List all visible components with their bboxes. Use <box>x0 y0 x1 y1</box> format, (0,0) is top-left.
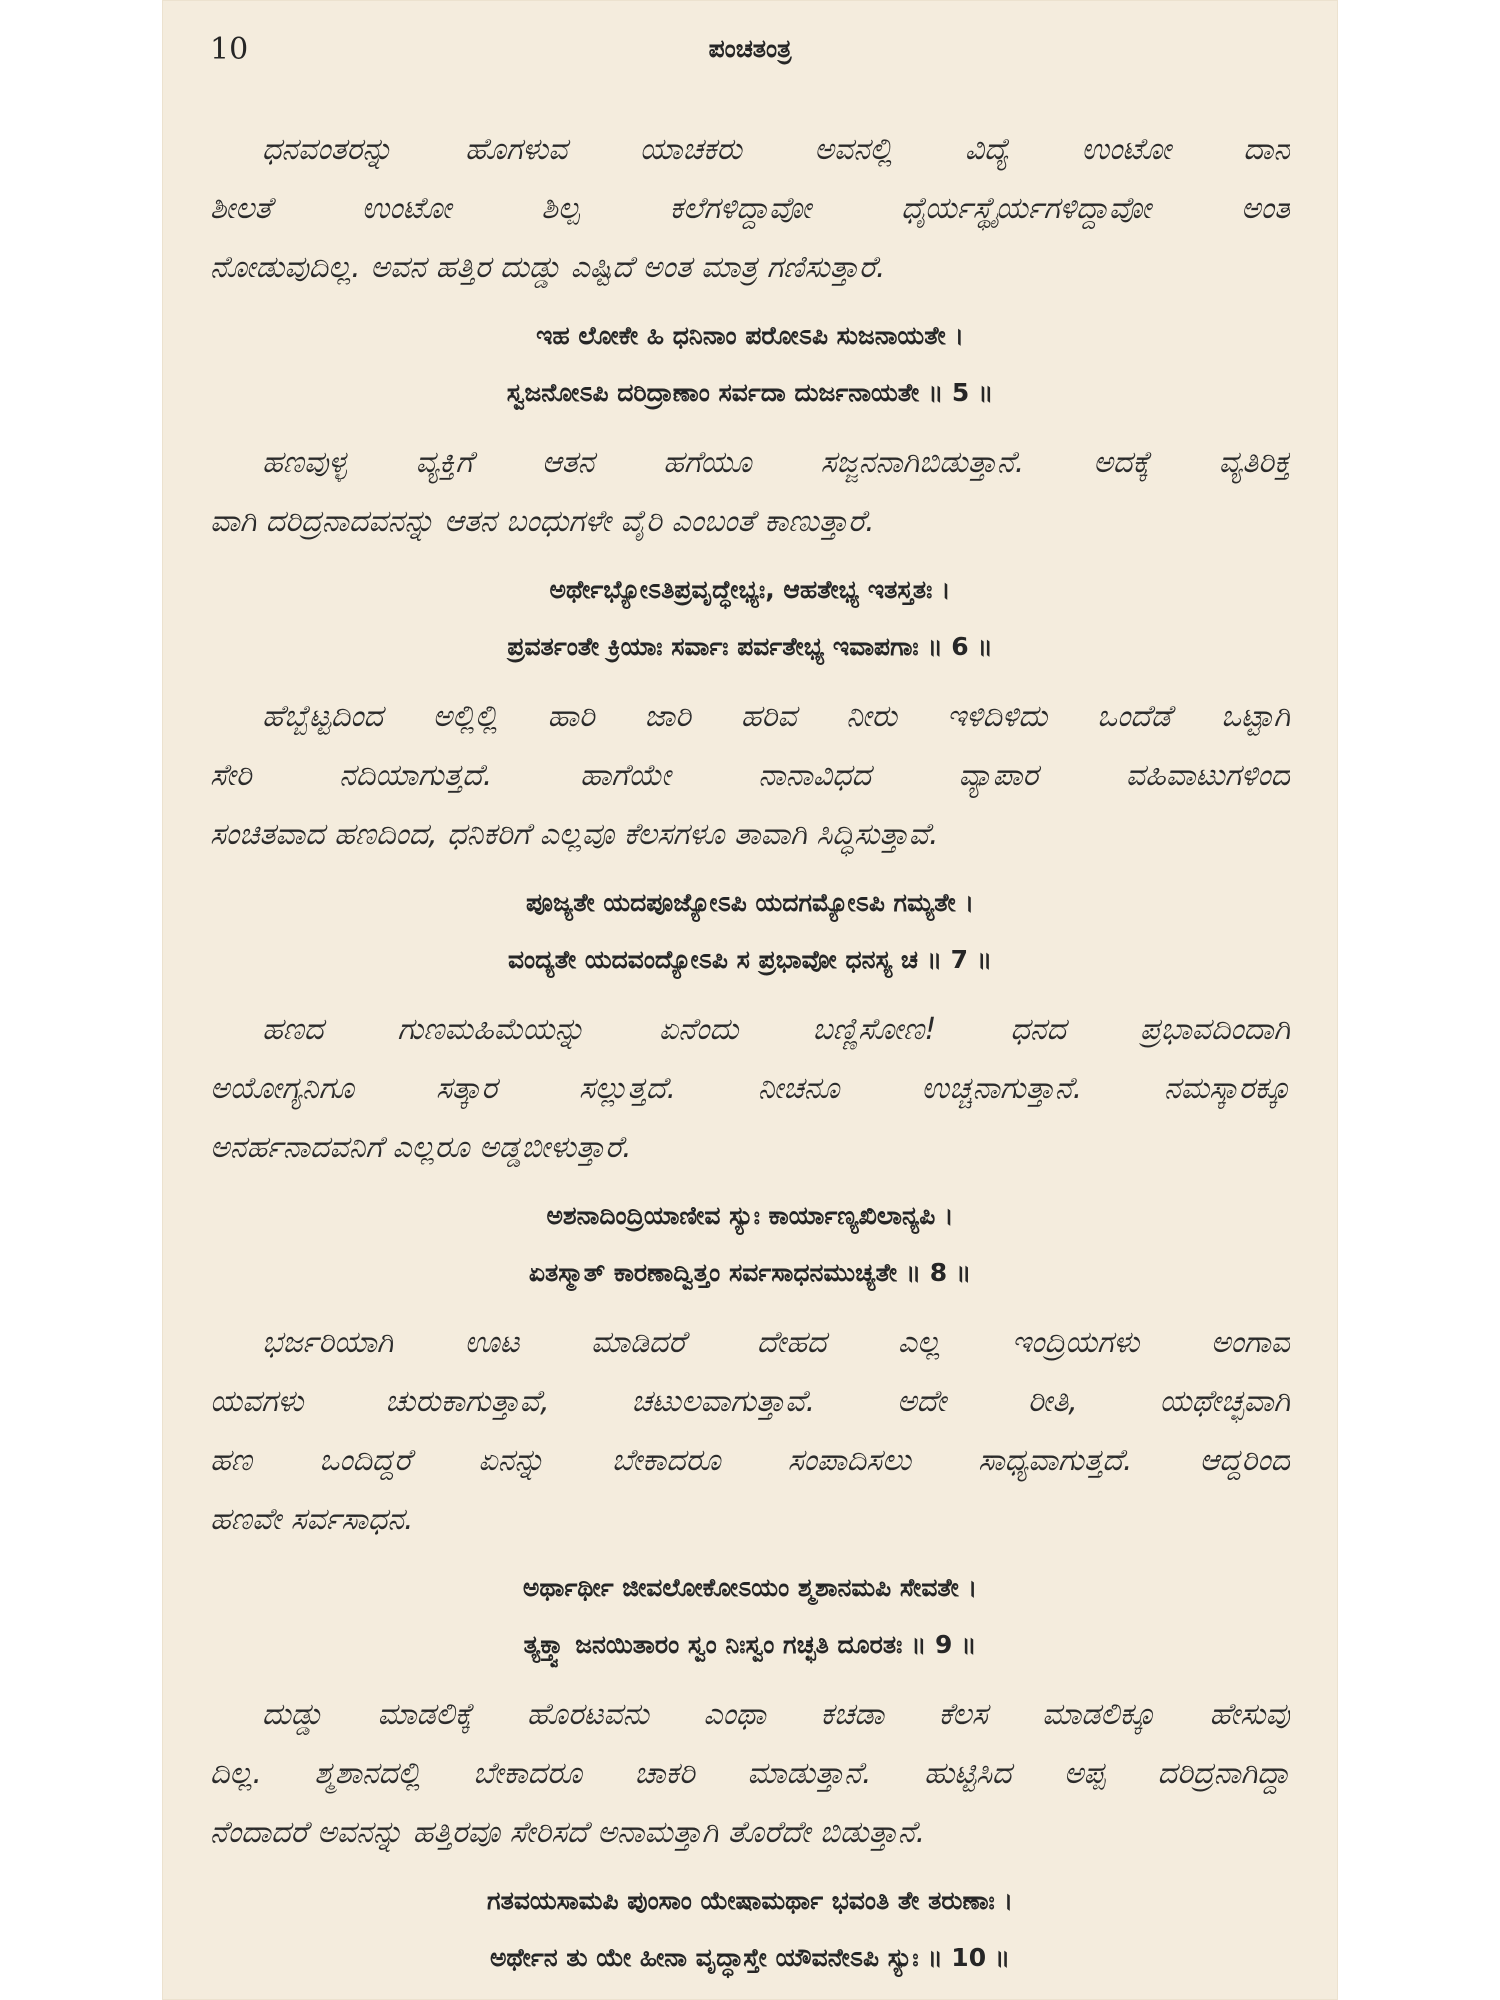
prose-paragraph-5 <box>210 1313 1290 1549</box>
sanskrit-verse-3 <box>210 874 1290 988</box>
verse-line: ವಂದ್ಯತೇ ಯದವಂದ್ಯೋಽಪಿ ಸ ಪ್ರಭಾವೋ ಧನಸ್ಯ ಚ ॥ 7 ॥ <box>507 945 993 974</box>
prose-paragraph-2 <box>210 433 1290 551</box>
paragraph-line: ಧನವಂತರನ್ನು ಹೊಗಳುವ ಯಾಚಕರು ಅವನಲ್ಲಿ ವಿದ್ಯೆ ಉಂಟೋ ದಾನ <box>262 132 1290 167</box>
paragraph-line: ದಿಲ್ಲ. ಶ್ಮಶಾನದಲ್ಲಿ ಬೇಕಾದರೂ ಚಾಕರಿ ಮಾಡುತ್ತಾನೆ. ಹುಟ್ಟಿಸಿದ ಅಪ್ಪ ದರಿದ್ರನಾಗಿದ್ದಾ <box>210 1756 1290 1791</box>
verse-line: ಪೂಜ್ಯತೇ ಯದಪೂಜ್ಯೋಽಪಿ ಯದಗಮ್ಯೋಽಪಿ ಗಮ್ಯತೇ । <box>526 888 974 917</box>
paragraph-line: ಭರ್ಜರಿಯಾಗಿ ಊಟ ಮಾಡಿದರೆ ದೇಹದ ಎಲ್ಲ ಇಂದ್ರಿಯಗಳು ಅಂಗಾವ <box>262 1325 1290 1360</box>
prose-paragraph-6 <box>210 1685 1290 1862</box>
prose-paragraph-4 <box>210 1000 1290 1177</box>
book-page <box>162 0 1338 2000</box>
page-number: 10 <box>210 32 249 67</box>
paragraph-line: ಹಣ ಒಂದಿದ್ದರೆ ಏನನ್ನು ಬೇಕಾದರೂ ಸಂಪಾದಿಸಲು ಸಾಧ್ಯವಾಗುತ್ತದೆ. ಆದ್ದರಿಂದ <box>210 1443 1290 1478</box>
paragraph-line: ವಾಗಿ ದರಿದ್ರನಾದವನನ್ನು ಆತನ ಬಂಧುಗಳೇ ವೈರಿ ಎಂಬಂತೆ ಕಾಣುತ್ತಾರೆ. <box>210 504 875 539</box>
paragraph-line: ಹಣವುಳ್ಳ ವ್ಯಕ್ತಿಗೆ ಆತನ ಹಗೆಯೂ ಸಜ್ಜನನಾಗಿಬಿಡುತ್ತಾನೆ. ಅದಕ್ಕೆ ವ್ಯತಿರಿಕ್ತ <box>262 445 1290 480</box>
verse-line: ಏತಸ್ಮಾತ್ ಕಾರಣಾದ್ವಿತ್ತಂ ಸರ್ವಸಾಧನಮುಚ್ಯತೇ ॥ 8 ॥ <box>528 1258 972 1287</box>
paragraph-line: ಸಂಚಿತವಾದ ಹಣದಿಂದ, ಧನಿಕರಿಗೆ ಎಲ್ಲವೂ ಕೆಲಸಗಳೂ ತಾವಾಗಿ ಸಿದ್ಧಿಸುತ್ತಾವೆ. <box>210 817 939 852</box>
verse-line: ಅರ್ಥೇಭ್ಯೋಽತಿಪ್ರವೃದ್ಧೇಭ್ಯಃ, ಆಹತೇಭ್ಯ ಇತಸ್ತತಃ । <box>549 575 951 604</box>
verse-line: ಸ್ವಜನೋಽಪಿ ದರಿದ್ರಾಣಾಂ ಸರ್ವದಾ ದುರ್ಜನಾಯತೇ ॥ 5 ॥ <box>506 378 994 407</box>
paragraph-line: ಸೇರಿ ನದಿಯಾಗುತ್ತದೆ. ಹಾಗೆಯೇ ನಾನಾವಿಧದ ವ್ಯಾಪಾರ ವಹಿವಾಟುಗಳಿಂದ <box>210 758 1290 793</box>
verse-line: ಇಹ ಲೋಕೇ ಹಿ ಧನಿನಾಂ ಪರೋಽಪಿ ಸುಜನಾಯತೇ । <box>536 321 964 350</box>
paragraph-line: ಅಯೋಗ್ಯನಿಗೂ ಸತ್ಕಾರ ಸಲ್ಲುತ್ತದೆ. ನೀಚನೂ ಉಚ್ಚನಾಗುತ್ತಾನೆ. ನಮಸ್ಕಾರಕ್ಕೂ <box>210 1071 1290 1106</box>
page-body <box>210 120 1290 1998</box>
verse-line: ಪ್ರವರ್ತಂತೇ ಕ್ರಿಯಾಃ ಸರ್ವಾಃ ಪರ್ವತೇಭ್ಯ ಇವಾಪಗಾಃ ॥ 6 ॥ <box>507 632 993 661</box>
sanskrit-verse-2 <box>210 561 1290 675</box>
sanskrit-verse-1 <box>210 307 1290 421</box>
paragraph-line: ಹಣವೇ ಸರ್ವಸಾಧನ. <box>210 1502 414 1537</box>
running-title: ಪಂಚತಂತ್ರ <box>708 34 792 63</box>
paragraph-line: ಹಣದ ಗುಣಮಹಿಮೆಯನ್ನು ಏನೆಂದು ಬಣ್ಣಿಸೋಣ! ಧನದ ಪ್ರಭಾವದಿಂದಾಗಿ <box>262 1012 1290 1047</box>
verse-line: ಅರ್ಥೇನ ತು ಯೇ ಹೀನಾ ವೃದ್ಧಾಸ್ತೇ ಯೌವನೇಽಪಿ ಸ್ಯುಃ ॥ 10 ॥ <box>489 1943 1011 1972</box>
paragraph-line: ಶೀಲತೆ ಉಂಟೋ ಶಿಲ್ಪ ಕಲೆಗಳಿದ್ದಾವೋ ಧೈರ್ಯಸ್ಥೈರ್ಯಗಳಿದ್ದಾವೋ ಅಂತ <box>210 191 1290 226</box>
verse-line: ಗತವಯಸಾಮಪಿ ಪುಂಸಾಂ ಯೇಷಾಮರ್ಥಾ ಭವಂತಿ ತೇ ತರುಣಾಃ । <box>487 1886 1013 1915</box>
sanskrit-verse-5 <box>210 1559 1290 1673</box>
paragraph-line: ದುಡ್ಡು ಮಾಡಲಿಕ್ಕೆ ಹೊರಟವನು ಎಂಥಾ ಕಚಡಾ ಕೆಲಸ ಮಾಡಲಿಕ್ಕೂ ಹೇಸುವು <box>262 1697 1290 1732</box>
paragraph-line: ನೆಂದಾದರೆ ಅವನನ್ನು ಹತ್ತಿರವೂ ಸೇರಿಸದೆ ಅನಾಮತ್ತಾಗಿ ತೊರೆದೇ ಬಿಡುತ್ತಾನೆ. <box>210 1815 926 1850</box>
paragraph-line: ಅನರ್ಹನಾದವನಿಗೆ ಎಲ್ಲರೂ ಅಡ್ಡಬೀಳುತ್ತಾರೆ. <box>210 1130 632 1165</box>
page-header <box>162 28 1338 78</box>
prose-paragraph-3 <box>210 687 1290 864</box>
verse-line: ಅಶನಾದಿಂದ್ರಿಯಾಣೀವ ಸ್ಯುಃ ಕಾರ್ಯಾಣ್ಯಖಿಲಾನ್ಯಪಿ । <box>546 1201 954 1230</box>
paragraph-line: ಯವಗಳು ಚುರುಕಾಗುತ್ತಾವೆ, ಚಟುಲವಾಗುತ್ತಾವೆ. ಅದೇ ರೀತಿ, ಯಥೇಚ್ಛವಾಗಿ <box>210 1384 1290 1419</box>
prose-paragraph-1 <box>210 120 1290 297</box>
verse-line: ಅರ್ಥಾರ್ಥೀ ಜೀವಲೋಕೋಽಯಂ ಶ್ಮಶಾನಮಪಿ ಸೇವತೇ । <box>522 1573 978 1602</box>
verse-line: ತ್ಯಕ್ತ್ವಾ ಜನಯಿತಾರಂ ಸ್ವಂ ನಿಃಸ್ವಂ ಗಚ್ಛತಿ ದೂರತಃ ॥ 9 ॥ <box>523 1630 977 1659</box>
paragraph-line: ನೋಡುವುದಿಲ್ಲ. ಅವನ ಹತ್ತಿರ ದುಡ್ಡು ಎಷ್ಟಿದೆ ಅಂತ ಮಾತ್ರ ಗಣಿಸುತ್ತಾರೆ. <box>210 250 886 285</box>
paragraph-line: ಹೆಬ್ಬೆಟ್ಟದಿಂದ ಅಲ್ಲಿಲ್ಲಿ ಹಾರಿ ಜಾರಿ ಹರಿವ ನೀರು ಇಳಿದಿಳಿದು ಒಂದೆಡೆ ಒಟ್ಟಾಗಿ <box>262 699 1290 734</box>
sanskrit-verse-4 <box>210 1187 1290 1301</box>
sanskrit-verse-6 <box>210 1872 1290 1986</box>
